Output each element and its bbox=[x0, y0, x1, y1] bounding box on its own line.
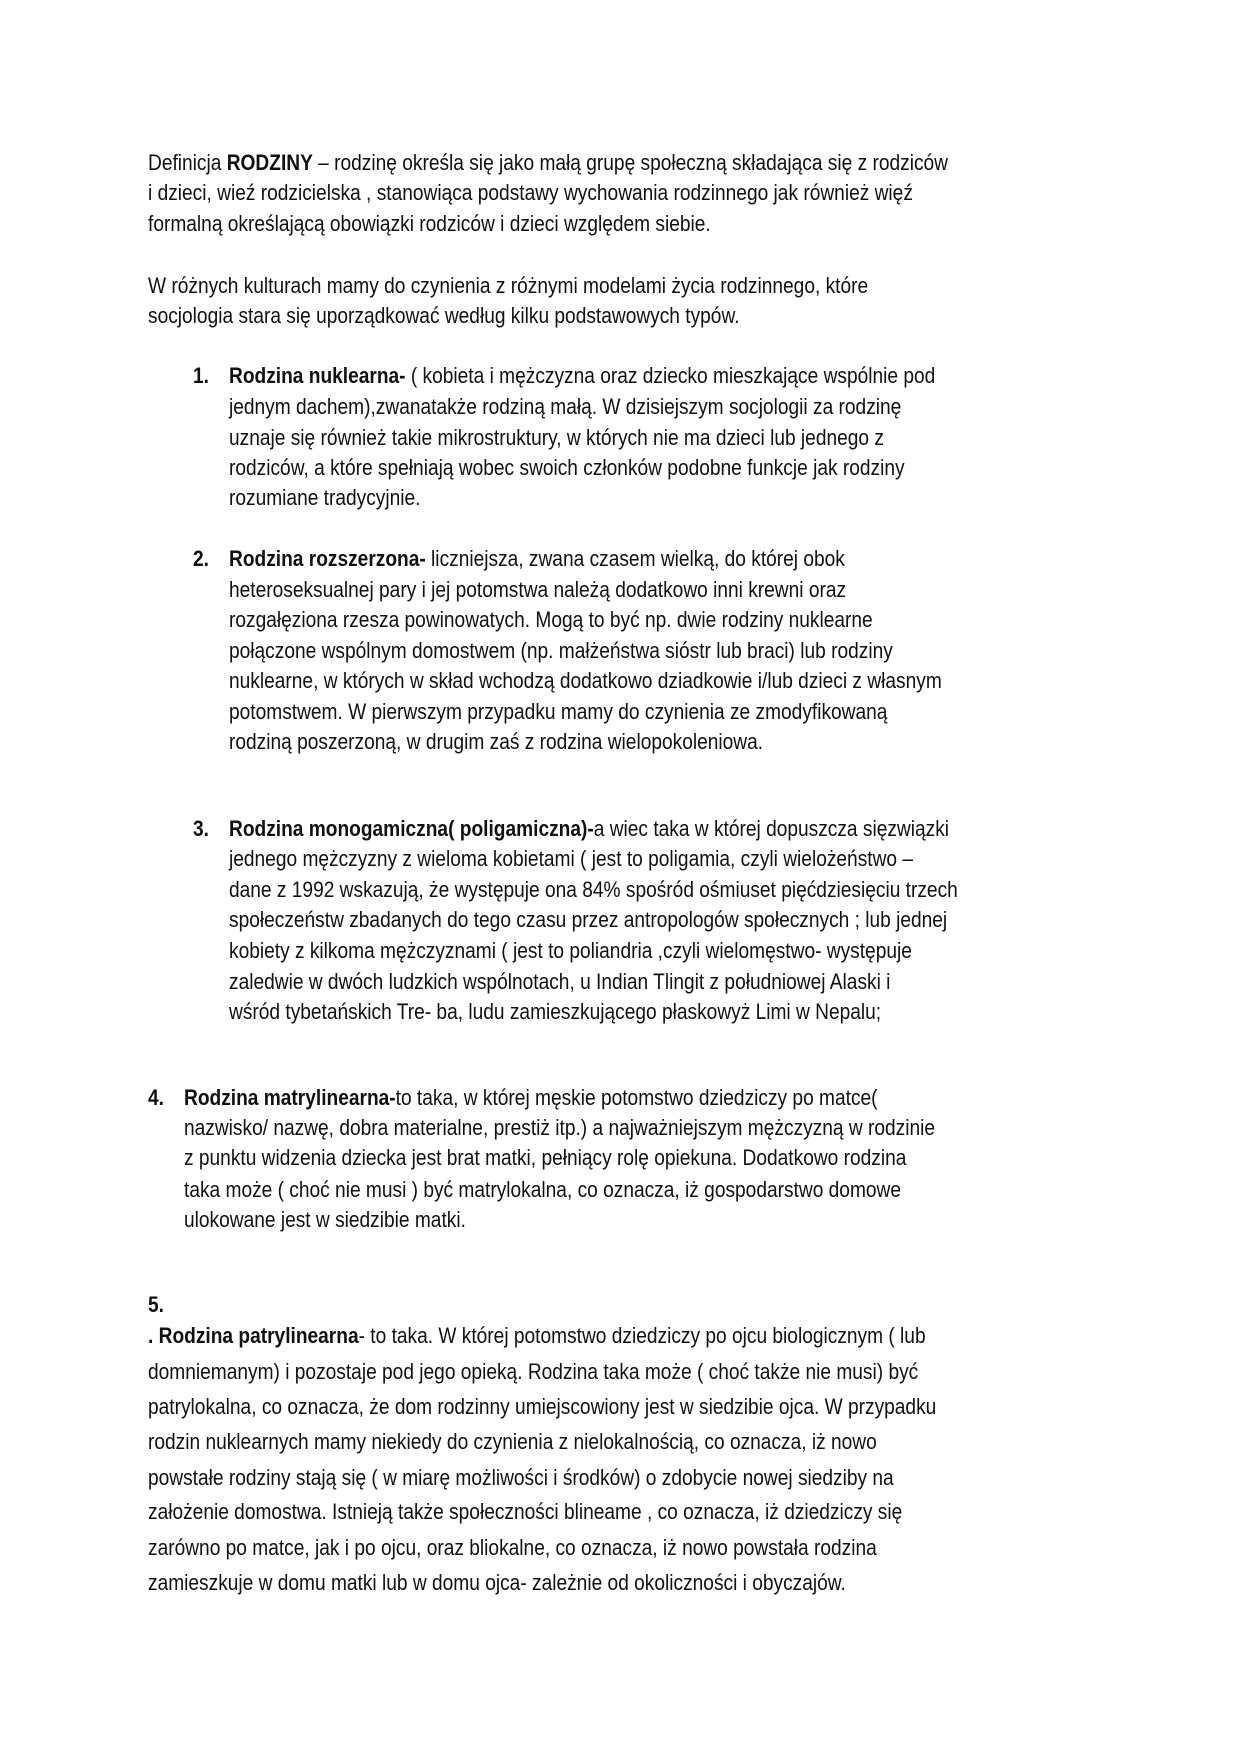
item-line bbox=[229, 546, 845, 572]
item-line: nazwisko/ nazwę, dobra materialne, prestiż itp.) a najważniejszym mężczyzną w rodzinie bbox=[184, 1115, 936, 1140]
item-line: zamieszkuje w domu matki lub w domu ojca- zależnie od okoliczności i obyczajów. bbox=[148, 1570, 846, 1595]
item-number: 2. bbox=[193, 546, 209, 571]
item-line bbox=[184, 1085, 878, 1111]
item-line: wśród tybetańskich Tre- ba, ludu zamieszkującego płaskowyż Limi w Nepalu; bbox=[229, 999, 882, 1024]
item-number: 4. bbox=[148, 1085, 164, 1110]
item-line: kobiety z kilkoma mężczyznami ( jest to poliandria ,czyli wielomęstwo- występuje bbox=[229, 938, 912, 963]
text: liczniejsza, zwana czasem wielką, do której obok bbox=[425, 546, 845, 571]
definition-line bbox=[148, 150, 948, 176]
intro-line: W różnych kulturach mamy do czynienia z różnymi modelami życia rodzinnego, które bbox=[148, 273, 869, 298]
item-line: patrylokalna, co oznacza, że dom rodzinny umiejscowiony jest w siedzibie ojca. W przypadku bbox=[148, 1394, 937, 1419]
item-title: Rodzina rozszerzona- bbox=[229, 546, 426, 571]
item-line: taka może ( choć nie musi ) być matrylokalna, co oznacza, iż gospodarstwo domowe bbox=[184, 1177, 902, 1202]
item-line: powstałe rodziny stają się ( w miarę możliwości i środków) o zdobycie nowej siedziby na bbox=[148, 1465, 894, 1490]
item-line: rodziców, a które spełniają wobec swoich członków podobne funkcje jak rodziny bbox=[229, 455, 905, 480]
item-line: społeczeństw zbadanych do tego czasu przez antropologów społecznych ; lub jednej bbox=[229, 907, 948, 932]
text: Definicja bbox=[148, 150, 227, 175]
item-number: 5. bbox=[148, 1292, 164, 1317]
item-line: domniemanym) i pozostaje pod jego opieką. Rodzina taka może ( choć także nie musi) być bbox=[148, 1359, 919, 1384]
item-line: połączone wspólnym domostwem (np. małżeństwa sióstr lub braci) lub rodziny bbox=[229, 638, 893, 663]
item-number: 1. bbox=[193, 363, 209, 388]
item-line: z punktu widzenia dziecka jest brat matki, pełniący rolę opiekuna. Dodatkowo rodzina bbox=[184, 1145, 907, 1170]
item-title: Rodzina matrylinearna- bbox=[184, 1085, 396, 1110]
text: . bbox=[148, 1323, 159, 1348]
item-number: 3. bbox=[193, 816, 209, 841]
item-line bbox=[229, 363, 935, 389]
item-line: zaledwie w dwóch ludzkich wspólnotach, u Indian Tlingit z południowej Alaski i bbox=[229, 969, 891, 994]
item-line: potomstwem. W pierwszym przypadku mamy do czynienia ze zmodyfikowaną bbox=[229, 699, 888, 724]
text: - to taka. W której potomstwo dziedziczy po ojcu biologicznym ( lub bbox=[358, 1323, 926, 1348]
term-bold: RODZINY bbox=[226, 150, 313, 175]
item-line: założenie domostwa. Istnieją także społeczności blineame , co oznacza, iż dziedziczy się bbox=[148, 1499, 903, 1524]
text: ( kobieta i mężczyzna oraz dziecko mieszkające wspólnie pod bbox=[405, 363, 936, 388]
item-line: rozgałęziona rzesza powinowatych. Mogą to być np. dwie rodziny nuklearne bbox=[229, 607, 873, 632]
item-line: jednym dachem),zwanatakże rodziną małą. W dzisiejszym socjologii za rodzinę bbox=[229, 394, 902, 419]
item-line: ulokowane jest w siedzibie matki. bbox=[184, 1207, 466, 1232]
item-title: Rodzina nuklearna- bbox=[229, 363, 406, 388]
text: – rodzinę określa się jako małą grupę społeczną składająca się z rodziców bbox=[312, 150, 948, 175]
text: a wiec taka w której dopuszcza sięzwiązki bbox=[593, 816, 950, 841]
item-line: rodziną poszerzoną, w drugim zaś z rodzina wielopokoleniowa. bbox=[229, 729, 764, 754]
item-line bbox=[148, 1323, 926, 1349]
item-line: rodzin nuklearnych mamy niekiedy do czynienia z nielokalnością, co oznacza, iż nowo bbox=[148, 1429, 877, 1454]
item-line: zarówno po matce, jak i po ojcu, oraz bliokalne, co oznacza, iż nowo powstała rodzina bbox=[148, 1535, 877, 1560]
item-line: jednego mężczyzny z wieloma kobietami ( jest to poligamia, czyli wielożeństwo – bbox=[229, 846, 914, 871]
item-line: rozumiane tradycyjnie. bbox=[229, 485, 421, 510]
definition-line: i dzieci, wieź rodzicielska , stanowiąca podstawy wychowania rodzinnego jak również więź bbox=[148, 180, 913, 205]
item-line bbox=[229, 816, 949, 842]
item-title: Rodzina patrylinearna bbox=[158, 1323, 359, 1348]
item-line: dane z 1992 wskazują, że występuje ona 84% spośród ośmiuset pięćdziesięciu trzech bbox=[229, 877, 958, 902]
definition-line: formalną określającą obowiązki rodziców i dzieci względem siebie. bbox=[148, 211, 711, 236]
item-line: uznaje się również takie mikrostruktury, w których nie ma dzieci lub jednego z bbox=[229, 425, 884, 450]
intro-line: socjologia stara się uporządkować według kilku podstawowych typów. bbox=[148, 303, 740, 328]
item-title: Rodzina monogamiczna( poligamiczna)- bbox=[229, 816, 594, 841]
text: to taka, w której męskie potomstwo dziedziczy po matce( bbox=[395, 1085, 878, 1110]
item-line: nuklearne, w których w skład wchodzą dodatkowo dziadkowie i/lub dzieci z własnym bbox=[229, 668, 942, 693]
item-line: heteroseksualnej pary i jej potomstwa należą dodatkowo inni krewni oraz bbox=[229, 577, 847, 602]
